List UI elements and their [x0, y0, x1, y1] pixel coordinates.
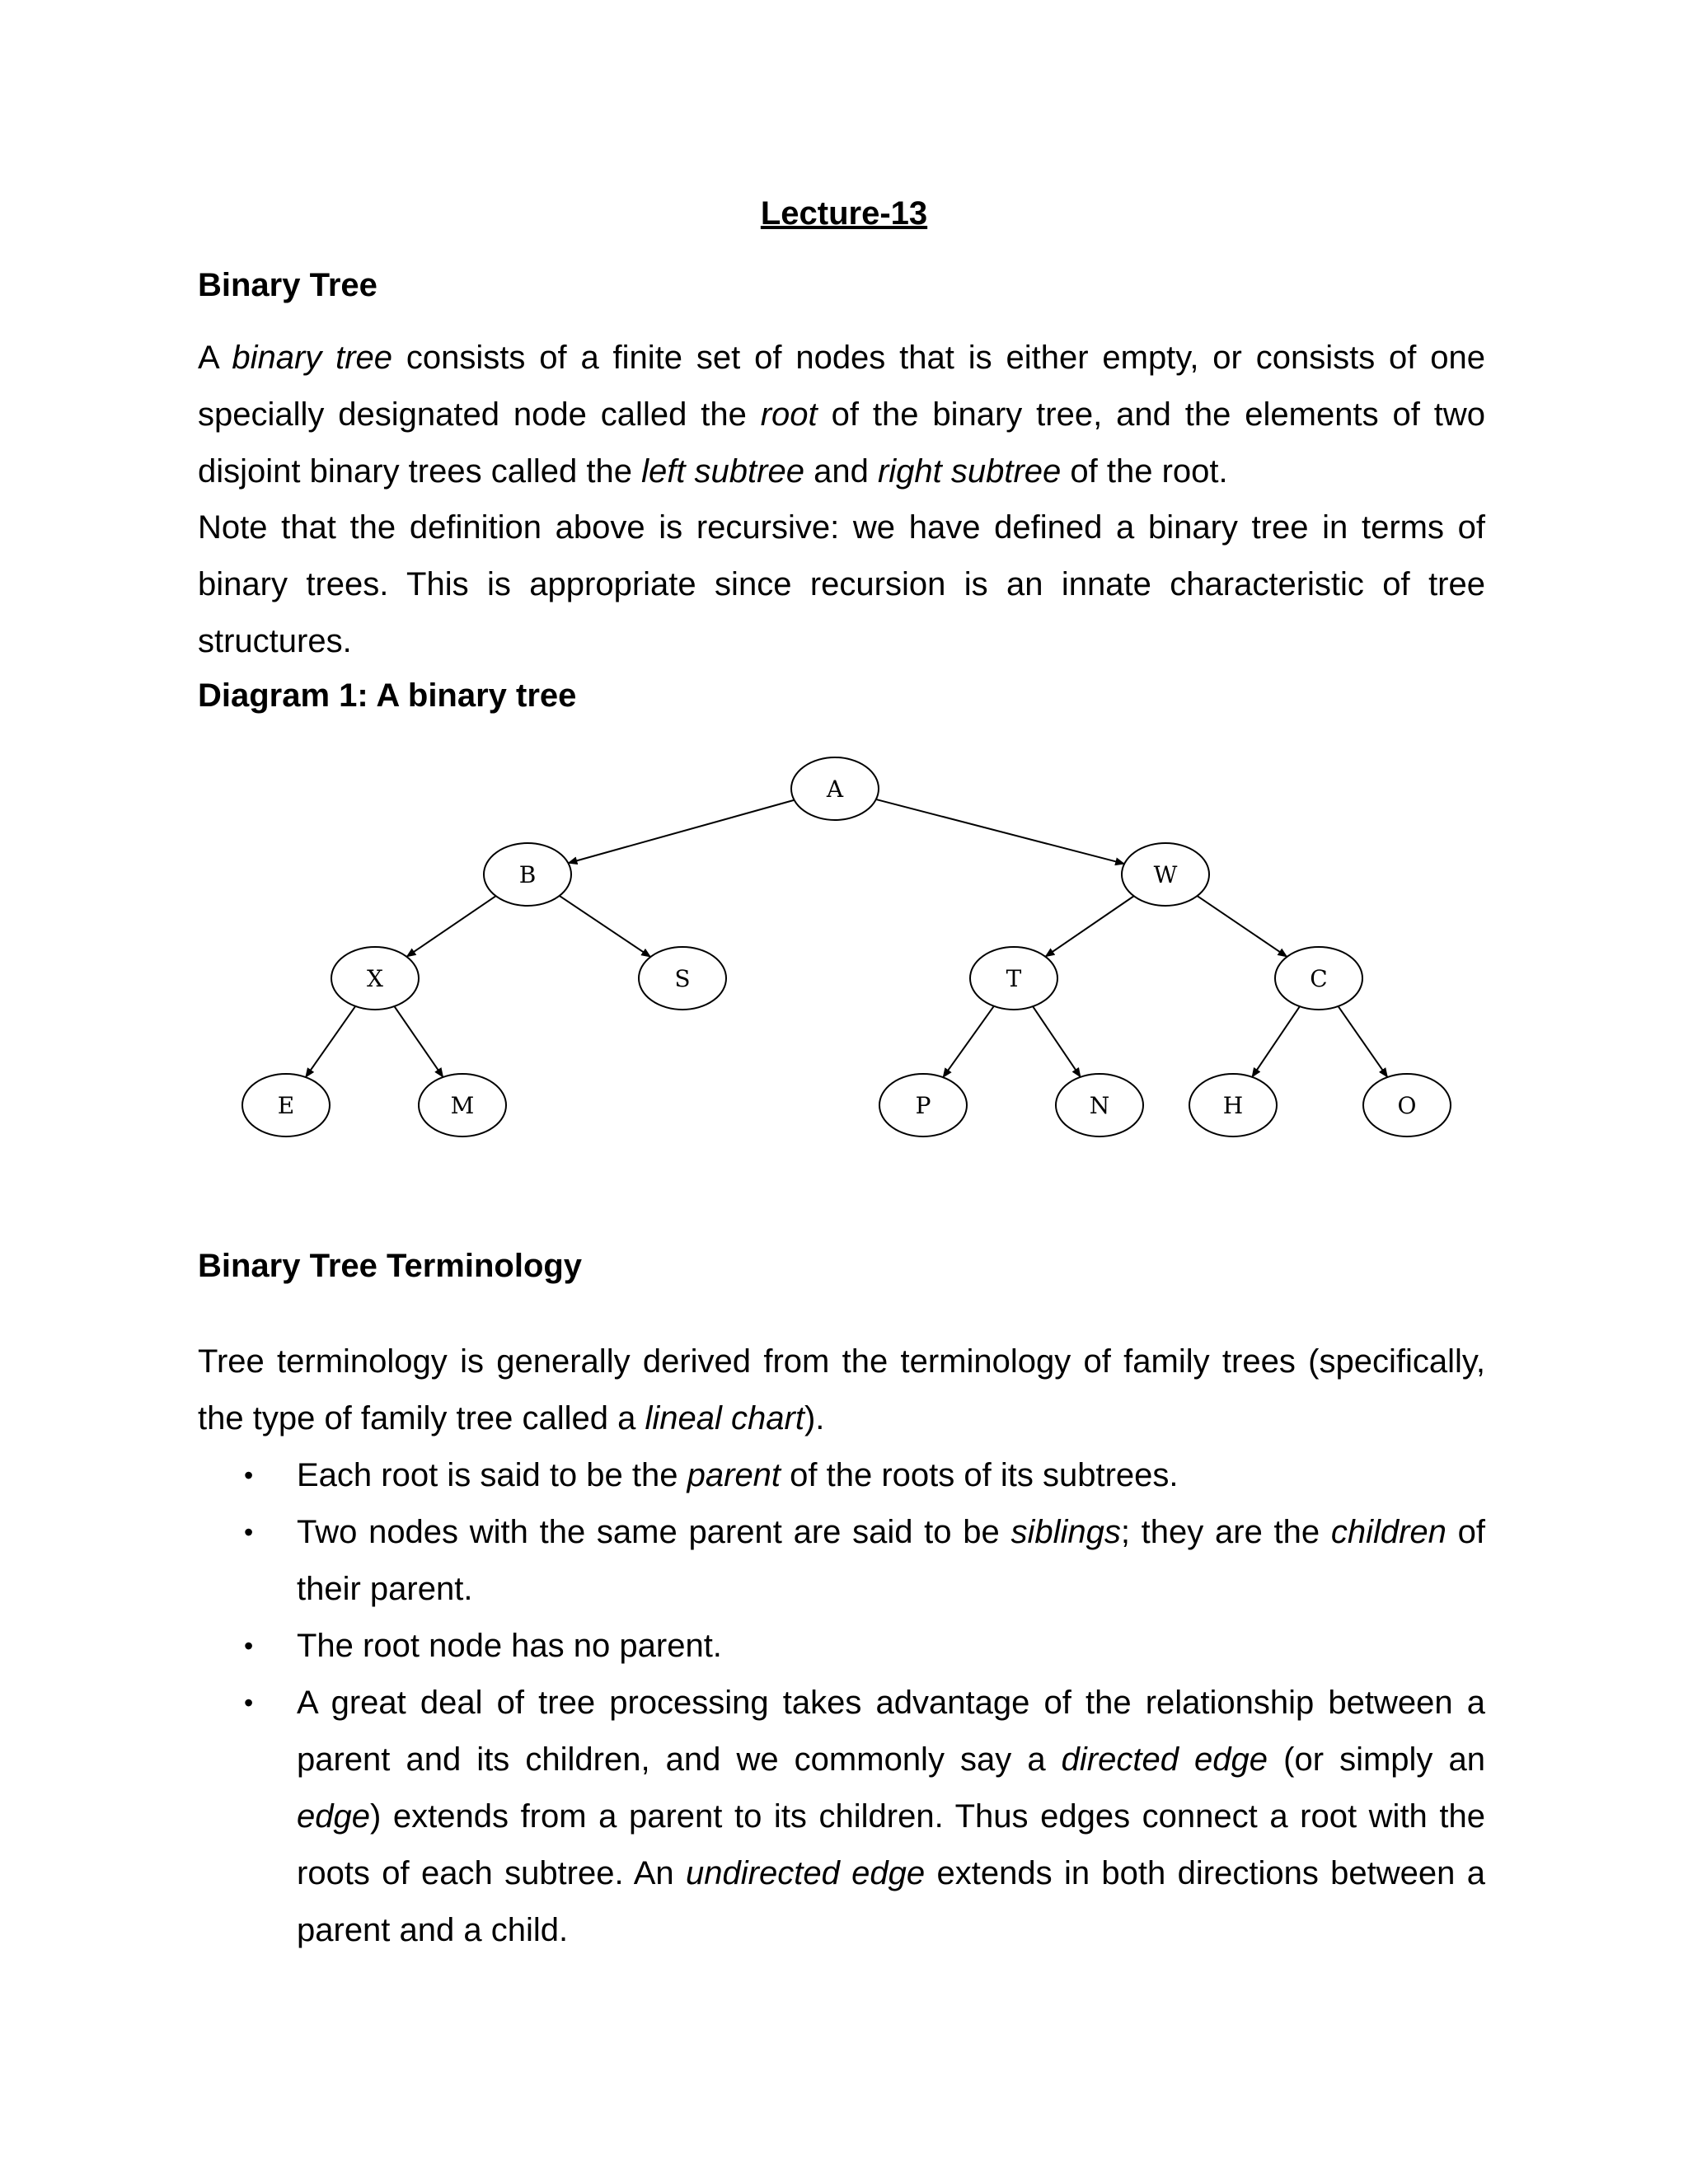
edge-b-x — [406, 896, 495, 957]
binary-tree-diagram — [0, 742, 1688, 1187]
node-label: C — [1310, 965, 1328, 992]
text-run: A great deal of tree processing takes advantage of the relationship between a parent and its children, and we commonly say a — [297, 1685, 1485, 1778]
tree-node-t — [970, 947, 1057, 1010]
edge-x-m — [394, 1006, 443, 1077]
tree-node-b — [484, 843, 571, 906]
lecture-title: Lecture-13 — [760, 195, 928, 232]
term-parent: parent — [687, 1457, 781, 1493]
text-run: and — [804, 453, 878, 490]
section-heading-binary-tree: Binary Tree — [198, 267, 377, 303]
node-label: W — [1153, 861, 1178, 888]
tree-node-s — [639, 947, 726, 1010]
term-undirected-edge: undirected edge — [686, 1855, 926, 1891]
bullet-icon: • — [244, 1631, 254, 1661]
term-root: root — [760, 396, 818, 433]
list-item — [198, 1504, 1485, 1618]
tree-node-p — [879, 1074, 967, 1137]
tree-node-c — [1275, 947, 1362, 1010]
tree-node-w — [1122, 843, 1209, 906]
term-siblings: siblings — [1010, 1514, 1121, 1550]
node-label: N — [1089, 1092, 1110, 1119]
tree-node-m — [419, 1074, 506, 1137]
list-item — [198, 1447, 1485, 1504]
edge-w-t — [1045, 896, 1133, 957]
tree-node-o — [1363, 1074, 1451, 1137]
section-heading-terminology: Binary Tree Terminology — [198, 1248, 583, 1284]
binary-tree-definition — [198, 330, 1485, 500]
text-run: consists of a finite set of nodes that is either empty, or consists of one specially designated node called the — [198, 340, 1486, 433]
text-run: Two nodes with the same parent are said to be — [297, 1514, 1011, 1550]
text-run: A — [198, 340, 232, 376]
edge-c-h — [1252, 1006, 1300, 1077]
bullet-icon: • — [244, 1460, 254, 1490]
term-binary-tree: binary tree — [232, 340, 393, 376]
node-label: P — [915, 1092, 931, 1119]
binary-tree-svg — [0, 742, 1688, 1187]
text-run: of the binary tree, and the elements of two disjoint binary trees called the — [198, 396, 1485, 490]
edge-a-w — [876, 799, 1124, 864]
text-run: ) extends from a parent to its children. Thus edges connect a root with the roots of each subtree. An — [297, 1798, 1485, 1891]
tree-node-e — [242, 1074, 330, 1137]
node-label: T — [1006, 965, 1022, 992]
list-item — [198, 1675, 1485, 1959]
diagram-caption: Diagram 1: A binary tree — [198, 677, 577, 714]
node-label: S — [674, 965, 691, 992]
term-children: children — [1330, 1514, 1447, 1550]
text-run: ). — [804, 1400, 825, 1436]
text-run: Tree terminology is generally derived from the terminology of family trees (specifically, the type of family tree called a — [198, 1343, 1485, 1436]
node-label: O — [1397, 1092, 1417, 1119]
bullet-icon: • — [244, 1517, 254, 1547]
edge-w-c — [1198, 896, 1287, 957]
term-left-subtree: left subtree — [641, 453, 804, 490]
term-lineal-chart: lineal chart — [645, 1400, 804, 1436]
terminology-intro — [198, 1333, 1485, 1447]
node-label: A — [826, 776, 844, 803]
bullet-icon: • — [244, 1688, 254, 1718]
list-item — [198, 1618, 1485, 1675]
edge-x-e — [306, 1006, 355, 1077]
node-label: M — [450, 1092, 475, 1119]
edge-t-p — [943, 1006, 994, 1077]
text-run: ; they are the — [1120, 1514, 1331, 1550]
edge-t-n — [1033, 1006, 1081, 1077]
node-label: X — [367, 965, 383, 992]
recursion-note: Note that the definition above is recursive: we have defined a binary tree in terms of binary trees. This is appropriate since recursion is an innate characteristic of tree structures. — [198, 509, 1485, 659]
node-label: E — [277, 1092, 295, 1119]
tree-node-a — [791, 757, 879, 820]
text-run: of their parent. — [297, 1514, 1485, 1607]
text-run: extends in both directions between a parent and a child. — [297, 1855, 1485, 1948]
text-run: of the root. — [1061, 453, 1228, 490]
text-run: of the roots of its subtrees. — [781, 1457, 1179, 1493]
term-edge: edge — [297, 1798, 370, 1835]
tree-node-x — [331, 947, 419, 1010]
node-label: B — [518, 861, 537, 888]
tree-node-h — [1189, 1074, 1277, 1137]
edge-b-s — [560, 896, 651, 957]
text-run: (or simply an — [1268, 1741, 1485, 1778]
tree-node-n — [1056, 1074, 1143, 1137]
term-directed-edge: directed edge — [1061, 1741, 1268, 1778]
edge-a-b — [568, 800, 794, 863]
text-run: The root node has no parent. — [297, 1628, 722, 1664]
term-right-subtree: right subtree — [877, 453, 1062, 490]
node-label: H — [1222, 1092, 1244, 1119]
text-run: Each root is said to be the — [297, 1457, 687, 1493]
edge-c-o — [1339, 1006, 1388, 1077]
terminology-list — [198, 1447, 1485, 1959]
